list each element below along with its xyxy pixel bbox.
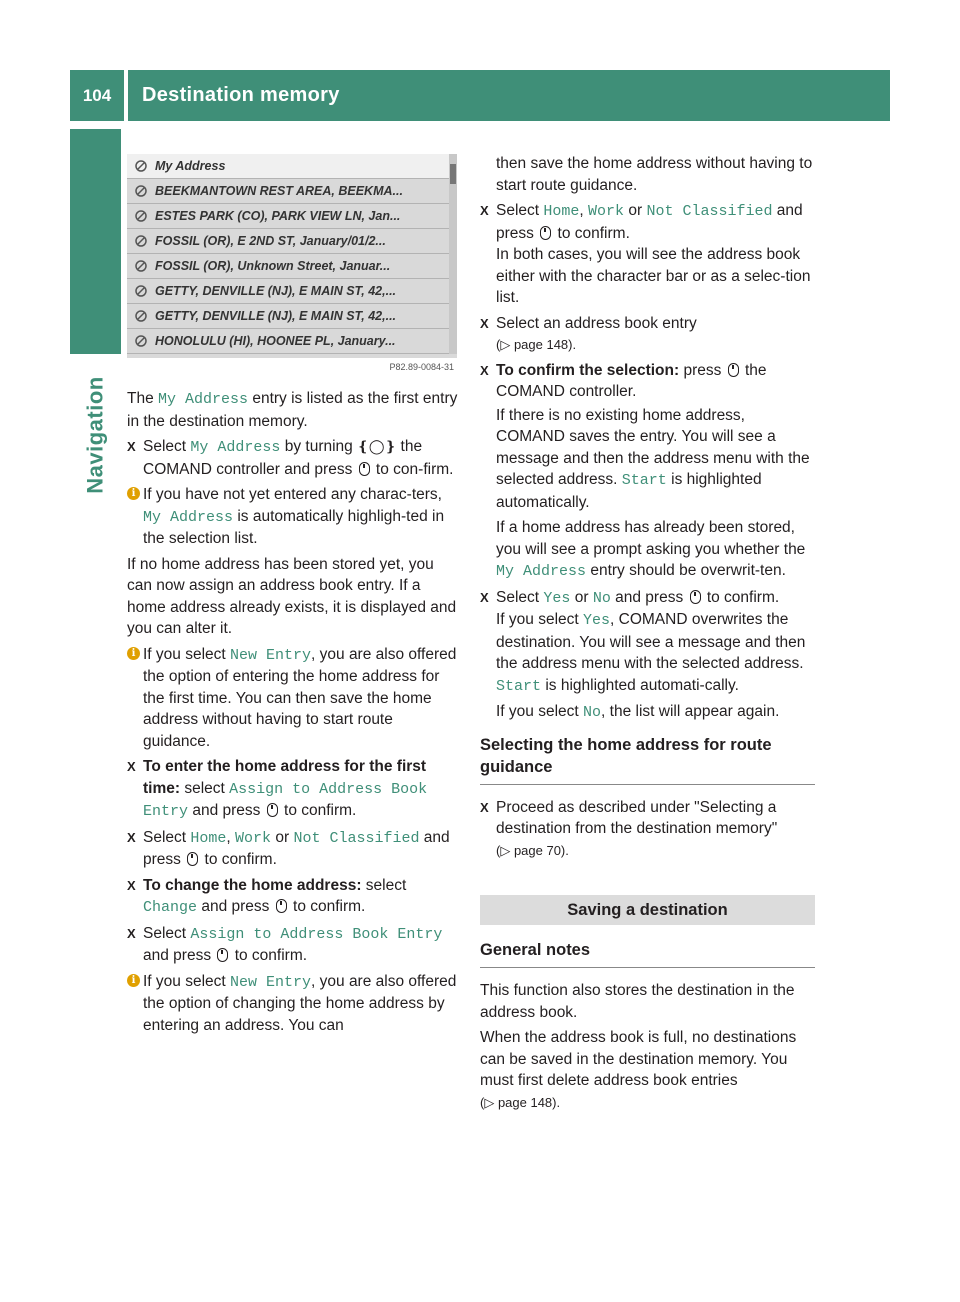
info-icon: i xyxy=(127,974,140,987)
info-icon: i xyxy=(127,487,140,500)
paragraph: This function also stores the destination in the address book. xyxy=(480,982,795,1021)
step-detail: If a home address has already been stored, you will see a prompt asking you whether the My Address entry should be overwrit-ten. xyxy=(496,519,806,580)
step-detail: In both cases, you will see the address book either with the character bar or as a selec-tion list. xyxy=(496,246,811,306)
right-column xyxy=(480,153,815,1117)
paragraph: then save the home address without having to start route guidance. xyxy=(496,155,813,194)
header-separator xyxy=(124,70,128,121)
scrollbar-thumb xyxy=(450,164,456,184)
subsection-heading: General notes xyxy=(480,941,591,959)
list-item-label: HONOLULU (HI), HOONEE PL, January... xyxy=(155,334,396,348)
side-tab xyxy=(70,360,121,510)
image-code xyxy=(127,358,457,376)
destination-pin-icon xyxy=(135,310,147,322)
paragraph: The My Address entry is listed as the first entry in the destination memory. xyxy=(127,390,458,430)
instruction-step: X To enter the home address for the first time: select Assign to Address Book Entry and press to confirm. xyxy=(127,756,462,823)
paragraph: When the address book is full, no destinations can be saved in the destination memory. You must first delete address book entries (▷ page 148). xyxy=(480,1029,797,1110)
list-item xyxy=(127,279,457,304)
list-item-label: GETTY, DENVILLE (NJ), E MAIN ST, 42,... xyxy=(155,284,397,298)
instruction-step: X Select Yes or No and press to confirm. If you select Yes, COMAND overwrites the destination. You will see a message and then the address menu with the selected address. Start is highlighted automati-cally. If you select No, the list will appear again. xyxy=(480,587,815,724)
instruction-step: X Select an address book entry (▷ page 148). xyxy=(480,313,815,356)
destination-pin-icon xyxy=(135,185,147,197)
destination-pin-icon xyxy=(135,210,147,222)
page-reference-link[interactable]: (▷ page 148). xyxy=(496,337,577,352)
instruction-step: X Select Home, Work or Not Classified and press to confirm. xyxy=(127,827,462,871)
info-icon: i xyxy=(127,647,140,660)
list-item-label: FOSSIL (OR), Unknown Street, Januar... xyxy=(155,259,391,273)
list-item xyxy=(127,304,457,329)
press-controller-icon xyxy=(690,590,701,604)
list-item xyxy=(127,204,457,229)
instruction-step: X To confirm the selection: press the COMAND controller. If there is no existing home address, COMAND saves the entry. You will see a message and then the address menu with the selected address. Start is highlighted automatically. If a home address has already been stored, you will see a prompt asking you whether the My Address entry should be overwrit-ten. xyxy=(480,360,815,583)
list-item-label: ESTES PARK (CO), PARK VIEW LN, Jan... xyxy=(155,209,401,223)
info-note: i If you have not yet entered any charac-ters, My Address is automatically highligh-ted in the selection list. xyxy=(127,484,462,550)
list-item-label: My Address xyxy=(155,159,226,173)
heading-rule xyxy=(480,784,815,785)
section-heading: Selecting the home address for route guidance xyxy=(480,735,772,776)
step-detail: If there is no existing home address, COMAND saves the entry. You will see a message and then the address menu with the selected address. Start is highlighted automatically. xyxy=(496,406,810,511)
destination-pin-icon xyxy=(135,260,147,272)
rotate-controller-icon: ❴◯❵ xyxy=(357,439,397,455)
section-title-bar: Saving a destination xyxy=(480,895,815,925)
destination-pin-icon xyxy=(135,160,147,172)
page-reference-link[interactable]: (▷ page 148). xyxy=(480,1094,561,1110)
page-reference-link[interactable]: (▷ page 70). xyxy=(496,842,569,858)
page-title: Destination memory xyxy=(142,84,340,106)
info-note: i If you select New Entry, you are also offered the option of entering the home address for the first time. You can then save the home address without having to start route guidance. xyxy=(127,644,462,753)
heading-rule xyxy=(480,967,815,968)
instruction-step: X To change the home address: select Change and press to confirm. xyxy=(127,875,462,919)
press-controller-icon xyxy=(187,852,198,866)
list-item xyxy=(127,154,457,179)
press-controller-icon xyxy=(728,363,739,377)
scrollbar xyxy=(449,154,457,354)
press-controller-icon xyxy=(217,948,228,962)
destination-pin-icon xyxy=(135,335,147,347)
list-item xyxy=(127,329,457,354)
list-item-label: BEEKMANTOWN REST AREA, BEEKMA... xyxy=(155,184,403,198)
image-code-text: P82.89-0084-31 xyxy=(389,362,454,372)
side-tab-label: Navigation xyxy=(82,376,108,494)
instruction-step: X Select Assign to Address Book Entry and press to confirm. xyxy=(127,923,462,967)
side-tab-block xyxy=(70,129,121,354)
list-item-label: GETTY, DENVILLE (NJ), E MAIN ST, 42,... xyxy=(155,309,397,323)
list-item xyxy=(127,179,457,204)
press-controller-icon xyxy=(359,462,370,476)
page-number: 104 xyxy=(82,85,112,105)
destination-pin-icon xyxy=(135,285,147,297)
destination-pin-icon xyxy=(135,235,147,247)
press-controller-icon xyxy=(276,899,287,913)
step-detail: If you select No, the list will appear again. xyxy=(496,703,780,721)
instruction-step: X Select My Address by turning ❴◯❵ the COMAND controller and press to con-firm. xyxy=(127,436,462,480)
paragraph: If no home address has been stored yet, you can now assign an address book entry. If a home address already exists, it is displayed and you can alter it. xyxy=(127,555,457,637)
instruction-step: X Proceed as described under "Selecting a destination from the destination memory" (▷ page 70). xyxy=(480,797,815,862)
list-item-label: FOSSIL (OR), E 2ND ST, January/01/2... xyxy=(155,234,386,248)
header-bar xyxy=(70,70,890,121)
list-item xyxy=(127,229,457,254)
left-column xyxy=(127,388,462,1040)
info-note: i If you select New Entry, you are also offered the option of changing the home address by entering an address. You can xyxy=(127,971,462,1037)
press-controller-icon xyxy=(540,226,551,240)
comand-screenshot xyxy=(127,154,457,376)
step-detail: If you select Yes, COMAND overwrites the destination. You will see a message and then the address menu with the selected address. Start is highlighted automati-cally. xyxy=(496,611,806,695)
list-item xyxy=(127,254,457,279)
press-controller-icon xyxy=(267,803,278,817)
instruction-step: X Select Home, Work or Not Classified and press to confirm. In both cases, you will see the address book either with the character bar or as a selec-tion list. xyxy=(480,200,815,309)
